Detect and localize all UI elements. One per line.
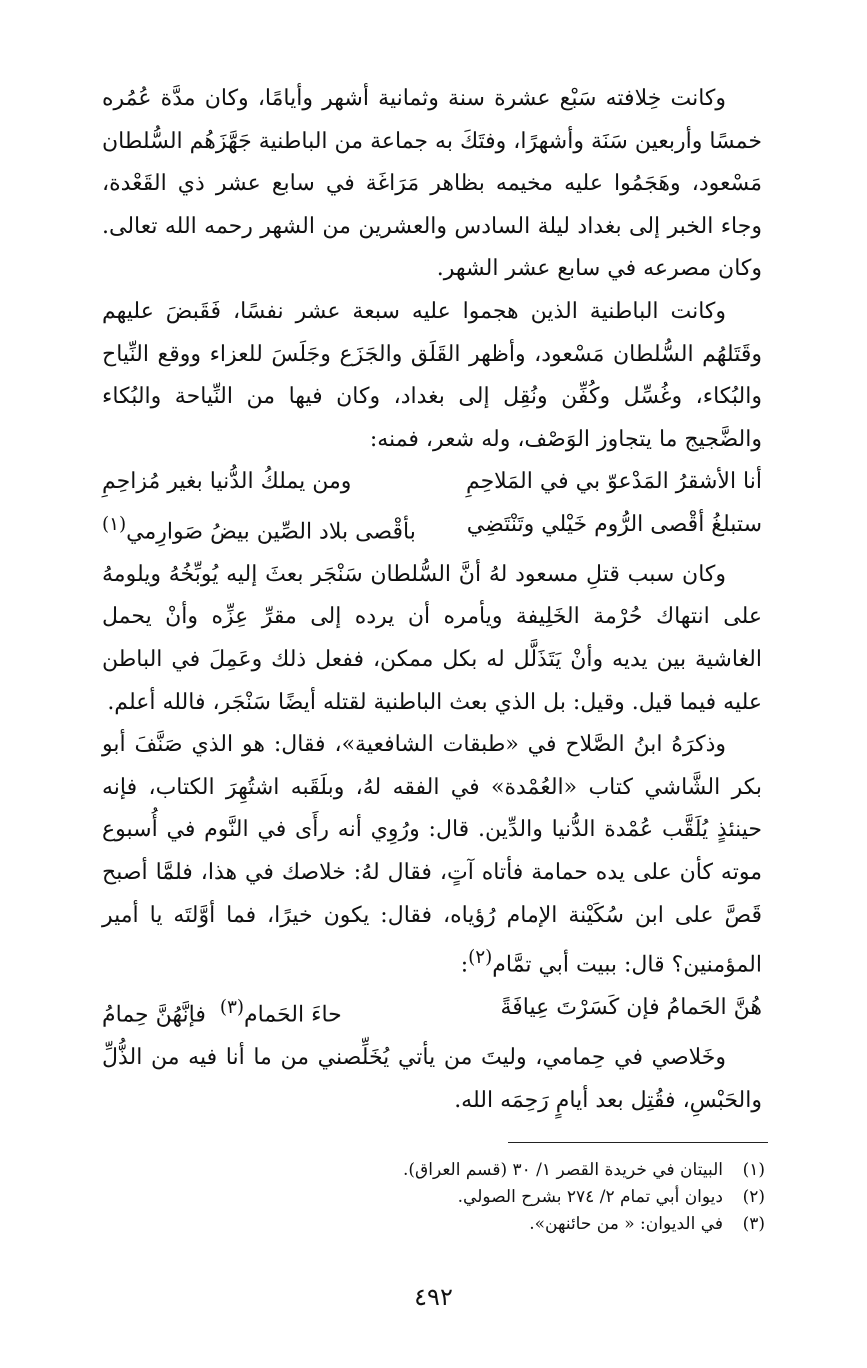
paragraph-4-text: وذكرَهُ ابنُ الصَّلاح في «طبقات الشافعية»، فقال: هو الذي صَنَّفَ أبو بكر الشَّاشي كتاب «العُمْدة» في الفقه لهُ، وبلَقَبه اشتُهِرَ الكتاب، فإنه حينئذٍ يُلَقَّب عُمْدة الدُّنيا والدِّين. قال: ورُوِي أنه رأَى في النَّوم في أُسبوع موته كأن على يده حمامة فأتاه آتٍ، فقال لهُ: خلاصك في هذا، فلمَّا أصبح قَصَّ على ابن سُكَيْنة الإمام رُؤياه، فقال: يكون خيرًا، فما أوَّلتَه يا أمير المؤمنين؟ قال: ببيت أبي تمَّام (102, 732, 762, 978)
footnote-3 (150, 1211, 765, 1238)
page-number: ٤٩٢ (414, 1283, 453, 1311)
poem-verse-1 (102, 461, 762, 504)
poem-verse-2 (102, 504, 762, 554)
paragraph-4 (102, 724, 762, 987)
paragraph-3: وكان سبب قتلِ مسعود لهُ أنَّ السُّلطان سَنْجَر بعثَ إليه يُوبِّخُهُ ويلومهُ على انتهاك حُرْمة الخَلِيفة ويأمره أن يرده إلى مقرِّ عِزِّه وأنْ يحمل الغاشية بين يديه وأنْ يَتَذَلَّل له بكل ممكن، ففعل ذلك وعَمِلَ في الباطن عليه فيما قيل. وقيل: بل الذي بعث الباطنية لقتله أيضًا سَنْجَر، فالله أعلم. (102, 561, 762, 715)
footnote-1-number: (١) (742, 1160, 765, 1180)
footnote-2-text: ديوان أبي تمام ٢/ ٢٧٤ بشرح الصولي. (457, 1187, 723, 1207)
paragraph-4-colon: : (460, 952, 469, 978)
verse-2-first-hemistich: ستبلغُ أقْصى الرُّوم خَيْلي وتَنْتَضِي (466, 511, 762, 537)
footnote-ref-3: (٣) (219, 997, 245, 1019)
footnote-3-text: في الديوان: « من حائنهن». (529, 1214, 723, 1234)
verse-2-second-hemistich (102, 504, 416, 554)
verse-2-second-text: بأقْصى بلاد الصِّين بيضُ صَوارِمي (126, 519, 416, 545)
footnote-1-text: البيتان في خريدة القصر ١/ ٣٠ (قسم العراق). (403, 1160, 723, 1180)
footnote-ref-1: (١) (102, 513, 127, 535)
footnotes (150, 1157, 765, 1238)
footnote-3-number: (٣) (742, 1214, 765, 1234)
verse-1-first-hemistich: أنا الأشقرُ المَدْعوّ بي في المَلاحِمِ (465, 469, 762, 495)
verse-3-second-text: حاءَ الحَمام (244, 1002, 342, 1028)
paragraph-5: وخَلاصي في حِمامي، وليتَ من يأتي يُخَلِّصني من ما أنا فيه من الذُّلِّ والحَبْسِ، فقُتِل بعد أيامٍ رَحِمَه الله. (102, 1045, 762, 1113)
footnote-ref-2: (٢) (468, 947, 493, 969)
footnote-2 (150, 1184, 765, 1211)
main-text (102, 78, 762, 1122)
verse-3-second-hemistich (102, 987, 342, 1037)
footnote-separator (508, 1142, 768, 1143)
verse-3-second-end: فإنَّهُنَّ حِمامُ (102, 1002, 206, 1028)
footnote-2-number: (٢) (742, 1187, 765, 1207)
paragraph-2: وكانت الباطنية الذين هجموا عليه سبعة عشر نفسًا، فَقَبضَ عليهم وقَتَلهُم السُّلطان مَسْعود، وأظهر القَلَق والجَزَع وجَلَسَ للعزاء ووقع النِّياح والبُكاء، وغُسِّل وكُفِّن ونُقِل إلى بغداد، وكان فيها من النِّياحة والبُكاء والضَّجيج ما يتجاوز الوَصْف، وله شعر، فمنه: (102, 298, 762, 452)
poem-verse-3 (102, 987, 762, 1037)
footnote-1 (150, 1157, 765, 1184)
verse-3-first-hemistich: هُنَّ الحَمامُ فإن كَسَرْتَ عِيافَةً (500, 995, 762, 1021)
verse-1-second-hemistich: ومن يملكُ الدُّنيا بغير مُزاحِمِ (102, 469, 352, 495)
paragraph-1: وكانت خِلافته سَبْع عشرة سنة وثمانية أشهر وأيامًا، وكان مدَّة عُمُره خمسًا وأربعين سَنَة وأشهرًا، وفتَكَ به جماعة من الباطنية جَهَّزَهُم السُّلطان مَسْعود، وهَجَمُوا عليه مخيمه بظاهر مَرَاغَة في سابع عشر ذي القَعْدة، وجاء الخبر إلى بغداد ليلة السادس والعشرين من الشهر رحمه الله تعالى. وكان مصرعه في سابع عشر الشهر. (102, 86, 762, 282)
